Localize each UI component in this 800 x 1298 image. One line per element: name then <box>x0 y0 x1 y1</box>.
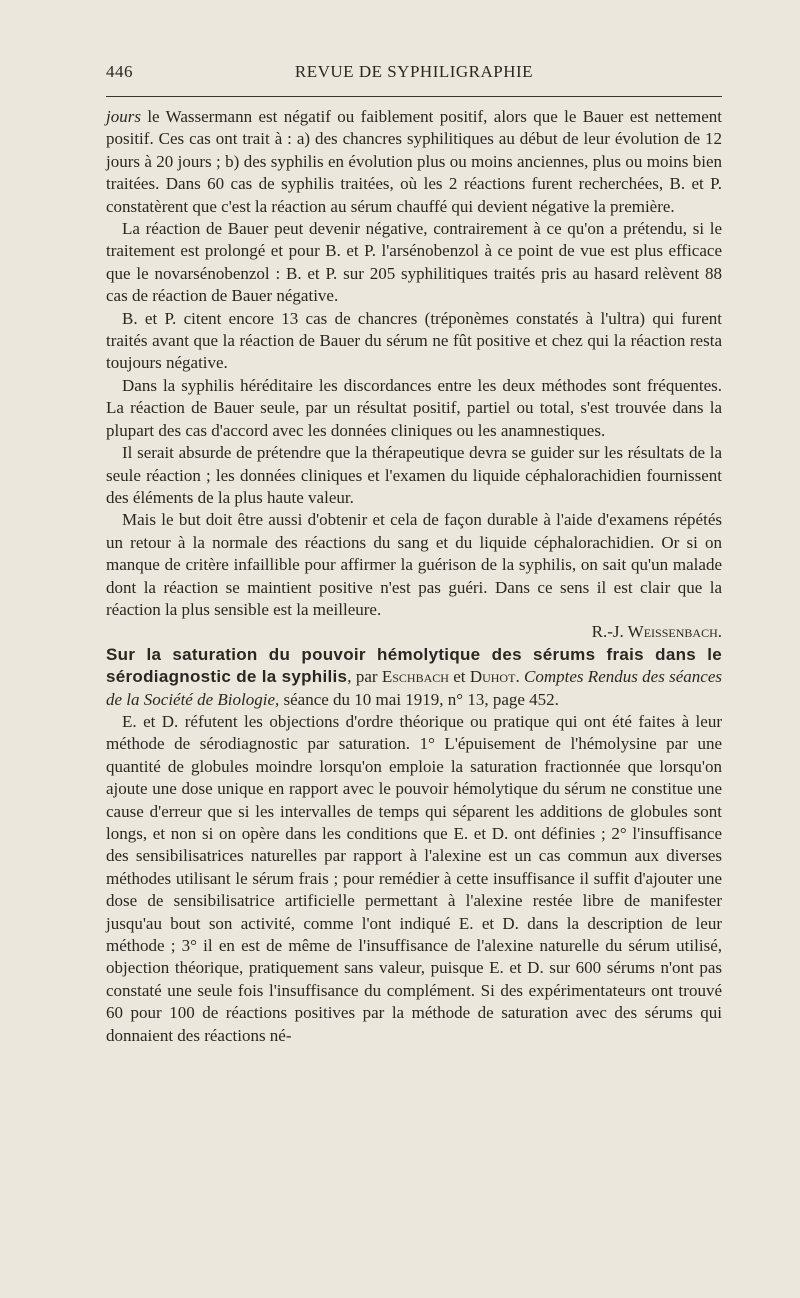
review-signature: R.-J. Weissenbach. <box>591 622 722 642</box>
paragraph-lead: jours <box>106 107 141 126</box>
running-header <box>106 60 722 86</box>
journal-name: Comptes Rendus des séances de la Société de Biologie, <box>106 667 722 709</box>
article-title: Sur la saturation du pouvoir hémolytique des sérums frais dans le sérodiagnostic de la syphilis <box>106 644 722 687</box>
paragraph: Dans la syphilis héréditaire les discordances entre les deux méthodes sont fréquentes. La réaction de Bauer seule, par un résultat positif, partiel ou total, s'est trouvée dans la plupart des cas d'accord avec les données cliniques ou les anamnestiques. <box>106 375 722 440</box>
header-rule <box>106 96 722 97</box>
page-number: 446 <box>106 62 133 81</box>
author: Eschbach <box>381 667 449 687</box>
paragraph: E. et D. réfutent les objections d'ordre théorique ou pratique qui ont été faites à leur méthode de sérodiagnostic par saturation. 1° L'épuisement de l'hémolysine par une quantité de globules moindre lorsqu'on emploie la saturation fractionnée que lorsqu'on ajoute une dose unique en rapport avec le pouvoir hémolytique du sérum ne constitue une cause d'erreur que si les intervalles de temps qui séparent les additions de globules sont longs, et non si on opère dans les conditions que E. et D. ont définies ; 2° l'insuffisance des sensibilisatrices naturelles par rapport à l'alexine est un cas commun aux diverses méthodes utilisant le sérum frais ; pour remédier à cette insuffisance il suffit d'ajouter une dose de sensibilisatrice artificielle permettant à l'alexine restée libre de manifester jusqu'au bout son activité, comme l'ont indiqué E. et D. dans la description de leur méthode ; 3° il en est de même de l'insuffisance de l'alexine naturelle du sérum utilisé, objection théorique, pratiquement sans valeur, puisque E. et D. sur 600 sérums n'ont pas constaté une seule fois l'insuffisance du complément. Si des expérimentateurs ont trouvé 60 pour 100 de réactions positives par la méthode de saturation avec des sérums qui donnaient des réactions né- <box>106 711 722 1045</box>
paragraph: Il serait absurde de prétendre que la thérapeutique devra se guider sur les résultats de la seule réaction ; les données cliniques et l'examen du liquide céphalorachidien fournissent des éléments de la plus haute valeur. <box>106 443 722 507</box>
paragraph: B. et P. citent encore 13 cas de chancres (tréponèmes constatés à l'ultra) qui furent traités avant que la réaction de Bauer du sérum ne fût positive et chez qui la réaction resta toujours négative. <box>106 308 722 373</box>
author: Duhot <box>469 667 516 687</box>
text-body <box>106 106 722 1047</box>
citation: séance du 10 mai 1919, n° 13, page 452. <box>279 689 559 709</box>
paragraph: Mais le but doit être aussi d'obtenir et cela de façon durable à l'aide d'examens répétés un retour à la normale des réactions du sang et du liquide céphalorachidien. Or si on manque de critère infaillible pour affirmer la guérison de la syphilis, on sait qu'un malade dont la réaction se maintient positive n'est pas guéri. Dans ce sens il est clair que la réaction la plus sensible est la meilleure. R.-J. Weissenbach. <box>106 509 722 643</box>
paragraph: jours le Wassermann est négatif ou faiblement positif, alors que le Bauer est nettement positif. Ces cas ont trait à : a) des chancres syphilitiques au début de leur évolution de 12 jours à 20 jours ; b) des syphilis en évolution plus ou moins anciennes, plus ou moins bien traitées. Dans 60 cas de syphilis traitées, où les 2 réactions furent recherchées, B. et P. constatèrent que c'est la réaction au sérum chauffé qui devient négative la première. <box>106 107 722 216</box>
paragraph: La réaction de Bauer peut devenir négative, contrairement à ce qu'on a prétendu, si le traitement est prolongé et pour B. et P. l'arsénobenzol à ce point de vue est plus efficace que le novarsénobenzol : B. et P. sur 205 syphilitiques traités pris au hasard relèvent 88 cas de réaction de Bauer négative. <box>106 219 722 306</box>
running-title: REVUE DE SYPHILIGRAPHIE <box>294 62 534 81</box>
article-heading: Sur la saturation du pouvoir hémolytique des sérums frais dans le sérodiagnostic de la syphilis, par Eschbach et Duhot. Comptes Rendus des séances de la Société de Biologie, séance du 10 mai 1919, n° 13, page 452. <box>106 644 722 709</box>
